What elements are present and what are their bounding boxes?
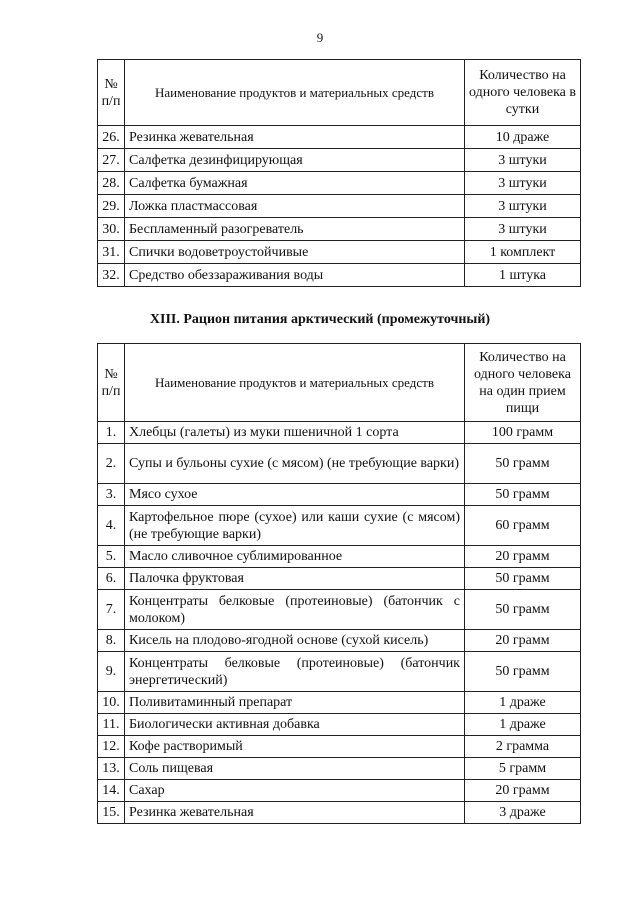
item-quantity: 60 грамм	[465, 506, 581, 546]
table-row	[98, 568, 581, 590]
row-number: 28.	[98, 172, 125, 195]
item-quantity: 100 грамм	[465, 422, 581, 444]
item-name: Резинка жевательная	[125, 802, 465, 824]
row-number: 8.	[98, 630, 125, 652]
table-row	[98, 736, 581, 758]
row-number: 5.	[98, 546, 125, 568]
item-name: Ложка пластмассовая	[125, 195, 465, 218]
table-row	[98, 692, 581, 714]
table-row	[98, 780, 581, 802]
table-row	[98, 758, 581, 780]
table-row	[98, 506, 581, 546]
item-name: Супы и бульоны сухие (с мясом) (не требующие варки)	[125, 444, 465, 484]
row-number: 32.	[98, 264, 125, 287]
table-row	[98, 590, 581, 630]
item-name: Картофельное пюре (сухое) или каши сухие (с мясом) (не требующие варки)	[125, 506, 465, 546]
row-number: 29.	[98, 195, 125, 218]
ration-table	[97, 343, 581, 824]
item-name: Биологически активная добавка	[125, 714, 465, 736]
row-number: 6.	[98, 568, 125, 590]
table-row	[98, 264, 581, 287]
row-number: 15.	[98, 802, 125, 824]
header-num: № п/п	[98, 344, 125, 422]
table-row	[98, 802, 581, 824]
item-name: Салфетка дезинфицирующая	[125, 149, 465, 172]
supplies-table	[97, 59, 581, 287]
row-number: 14.	[98, 780, 125, 802]
item-quantity: 2 грамма	[465, 736, 581, 758]
item-quantity: 1 штука	[465, 264, 581, 287]
item-name: Беспламенный разогреватель	[125, 218, 465, 241]
item-quantity: 50 грамм	[465, 652, 581, 692]
table-row	[98, 149, 581, 172]
header-qty: Количество на одного человека в сутки	[465, 60, 581, 126]
row-number: 31.	[98, 241, 125, 264]
item-name: Резинка жевательная	[125, 126, 465, 149]
item-quantity: 20 грамм	[465, 630, 581, 652]
table-row	[98, 218, 581, 241]
item-quantity: 3 штуки	[465, 218, 581, 241]
row-number: 30.	[98, 218, 125, 241]
item-quantity: 50 грамм	[465, 444, 581, 484]
item-name: Кофе растворимый	[125, 736, 465, 758]
item-name: Палочка фруктовая	[125, 568, 465, 590]
item-quantity: 3 штуки	[465, 195, 581, 218]
row-number: 4.	[98, 506, 125, 546]
table-row	[98, 126, 581, 149]
item-name: Средство обеззараживания воды	[125, 264, 465, 287]
table-row	[98, 484, 581, 506]
table-row	[98, 714, 581, 736]
table-header-row	[98, 344, 581, 422]
item-name: Сахар	[125, 780, 465, 802]
item-quantity: 3 штуки	[465, 172, 581, 195]
table-row	[98, 630, 581, 652]
row-number: 12.	[98, 736, 125, 758]
item-quantity: 1 комплект	[465, 241, 581, 264]
item-quantity: 20 грамм	[465, 546, 581, 568]
item-quantity: 3 драже	[465, 802, 581, 824]
item-quantity: 50 грамм	[465, 484, 581, 506]
header-num: № п/п	[98, 60, 125, 126]
item-quantity: 50 грамм	[465, 568, 581, 590]
item-quantity: 20 грамм	[465, 780, 581, 802]
row-number: 1.	[98, 422, 125, 444]
item-name: Соль пищевая	[125, 758, 465, 780]
header-name: Наименование продуктов и материальных средств	[125, 344, 465, 422]
item-name: Мясо сухое	[125, 484, 465, 506]
table-row	[98, 444, 581, 484]
item-name: Салфетка бумажная	[125, 172, 465, 195]
row-number: 13.	[98, 758, 125, 780]
item-name: Хлебцы (галеты) из муки пшеничной 1 сорта	[125, 422, 465, 444]
row-number: 9.	[98, 652, 125, 692]
table-row	[98, 195, 581, 218]
item-name: Кисель на плодово-ягодной основе (сухой кисель)	[125, 630, 465, 652]
table-row	[98, 422, 581, 444]
row-number: 2.	[98, 444, 125, 484]
row-number: 11.	[98, 714, 125, 736]
item-quantity: 5 грамм	[465, 758, 581, 780]
row-number: 26.	[98, 126, 125, 149]
table-row	[98, 546, 581, 568]
item-name: Масло сливочное сублимированное	[125, 546, 465, 568]
header-name: Наименование продуктов и материальных средств	[125, 60, 465, 126]
item-name: Поливитаминный препарат	[125, 692, 465, 714]
item-name: Спички водоветроустойчивые	[125, 241, 465, 264]
item-quantity: 10 драже	[465, 126, 581, 149]
item-name: Концентраты белковые (протеиновые) (батончик с молоком)	[125, 590, 465, 630]
item-quantity: 50 грамм	[465, 590, 581, 630]
table-row	[98, 652, 581, 692]
row-number: 7.	[98, 590, 125, 630]
item-name: Концентраты белковые (протеиновые) (батончик энергетический)	[125, 652, 465, 692]
row-number: 10.	[98, 692, 125, 714]
table-row	[98, 241, 581, 264]
item-quantity: 1 драже	[465, 692, 581, 714]
table-header-row	[98, 60, 581, 126]
item-quantity: 1 драже	[465, 714, 581, 736]
row-number: 27.	[98, 149, 125, 172]
section-title: XIII. Рацион питания арктический (промежуточный)	[149, 312, 491, 327]
table-row	[98, 172, 581, 195]
row-number: 3.	[98, 484, 125, 506]
page-number: 9	[316, 30, 324, 45]
header-qty: Количество на одного человека на один прием пищи	[465, 344, 581, 422]
item-quantity: 3 штуки	[465, 149, 581, 172]
